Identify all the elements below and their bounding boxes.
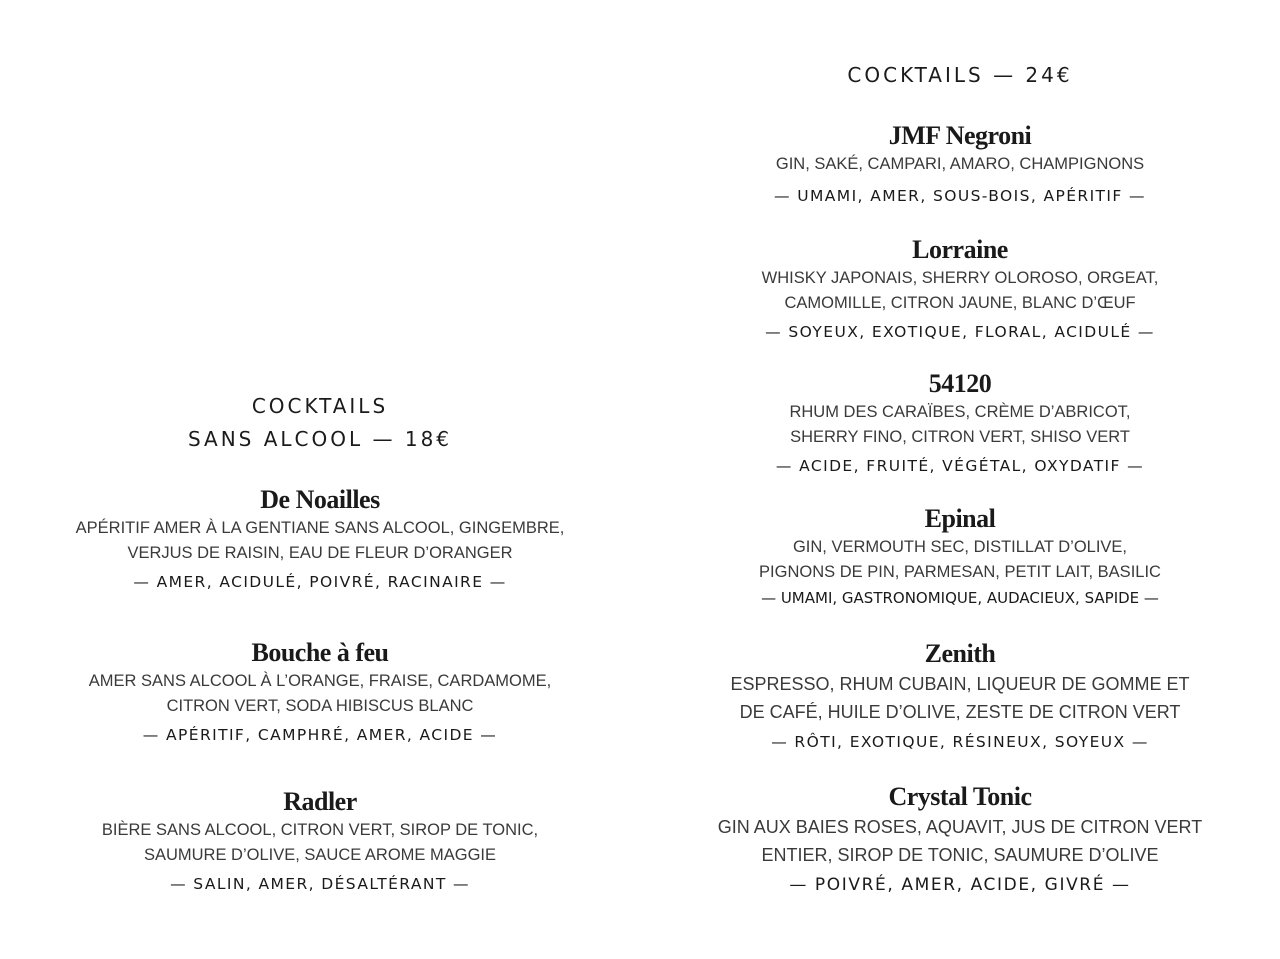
menu-item-de-noailles xyxy=(40,484,600,595)
item-ingredients: RHUM DES CARAÏBES, CRÈME D’ABRICOT, SHERRY FINO, CITRON VERT, SHISO VERT xyxy=(789,403,1131,446)
item-tasting-notes: — UMAMI, GASTRONOMIQUE, AUDACIEUX, SAPIDE — xyxy=(761,589,1159,607)
item-name: Radler xyxy=(283,787,357,816)
item-name: JMF Negroni xyxy=(888,121,1032,150)
item-name: Epinal xyxy=(924,504,996,533)
non-alcoholic-heading xyxy=(40,390,600,456)
item-name: Zenith xyxy=(924,639,996,668)
item-ingredients: AMER SANS ALCOOL À L’ORANGE, FRAISE, CARDAMOME, CITRON VERT, SODA HIBISCUS BLANC xyxy=(88,672,552,715)
item-tasting-notes: — UMAMI, AMER, SOUS-BOIS, APÉRITIF — xyxy=(774,187,1146,205)
item-tasting-notes: — SALIN, AMER, DÉSALTÉRANT — xyxy=(170,875,470,893)
item-ingredients: APÉRITIF AMER À LA GENTIANE SANS ALCOOL, GINGEMBRE, VERJUS DE RAISIN, EAU DE FLEUR D’ORANGER xyxy=(75,519,565,562)
item-name: 54120 xyxy=(928,369,992,398)
item-name: Lorraine xyxy=(912,235,1008,264)
item-ingredients: GIN, SAKÉ, CAMPARI, AMARO, CHAMPIGNONS xyxy=(775,155,1145,173)
menu-item-crystal-tonic xyxy=(680,781,1240,898)
menu-item-zenith xyxy=(680,638,1240,755)
item-ingredients: BIÈRE SANS ALCOOL, CITRON VERT, SIROP DE TONIC, SAUMURE D’OLIVE, SAUCE AROME MAGGIE xyxy=(101,821,539,864)
item-tasting-notes: — ACIDE, FRUITÉ, VÉGÉTAL, OXYDATIF — xyxy=(775,457,1145,475)
item-ingredients: GIN AUX BAIES ROSES, AQUAVIT, JUS DE CITRON VERT ENTIER, SIROP DE TONIC, SAUMURE D’OLIVE xyxy=(717,817,1203,865)
item-tasting-notes: — APÉRITIF, CAMPHRÉ, AMER, ACIDE — xyxy=(142,726,498,744)
item-name: Crystal Tonic xyxy=(888,782,1032,811)
menu-item-radler xyxy=(40,786,600,897)
item-tasting-notes: — RÔTI, EXOTIQUE, RÉSINEUX, SOYEUX — xyxy=(771,733,1149,751)
menu-item-bouche-a-feu xyxy=(40,637,600,748)
heading-line-1: COCKTAILS xyxy=(251,394,389,418)
item-tasting-notes: — SOYEUX, EXOTIQUE, FLORAL, ACIDULÉ — xyxy=(765,323,1155,341)
item-ingredients: WHISKY JAPONAIS, SHERRY OLOROSO, ORGEAT, CAMOMILLE, CITRON JAUNE, BLANC D’ŒUF xyxy=(761,269,1159,312)
heading-line-2: SANS ALCOOL — 18€ xyxy=(187,427,453,451)
item-tasting-notes: — POIVRÉ, AMER, ACIDE, GIVRÉ — xyxy=(789,875,1131,895)
item-ingredients: ESPRESSO, RHUM CUBAIN, LIQUEUR DE GOMME ET DE CAFÉ, HUILE D’OLIVE, ZESTE DE CITRON VERT xyxy=(730,674,1190,722)
cocktails-heading: COCKTAILS — 24€ xyxy=(847,63,1073,87)
menu-item-54120 xyxy=(680,368,1240,479)
item-name: De Noailles xyxy=(260,485,380,514)
menu-item-jmf-negroni xyxy=(680,120,1240,209)
item-tasting-notes: — AMER, ACIDULÉ, POIVRÉ, RACINAIRE — xyxy=(133,573,507,591)
menu-item-lorraine xyxy=(680,234,1240,345)
menu-item-epinal xyxy=(680,503,1240,611)
item-ingredients: GIN, VERMOUTH SEC, DISTILLAT D’OLIVE, PIGNONS DE PIN, PARMESAN, PETIT LAIT, BASILIC xyxy=(759,538,1161,581)
item-name: Bouche à feu xyxy=(251,638,389,667)
